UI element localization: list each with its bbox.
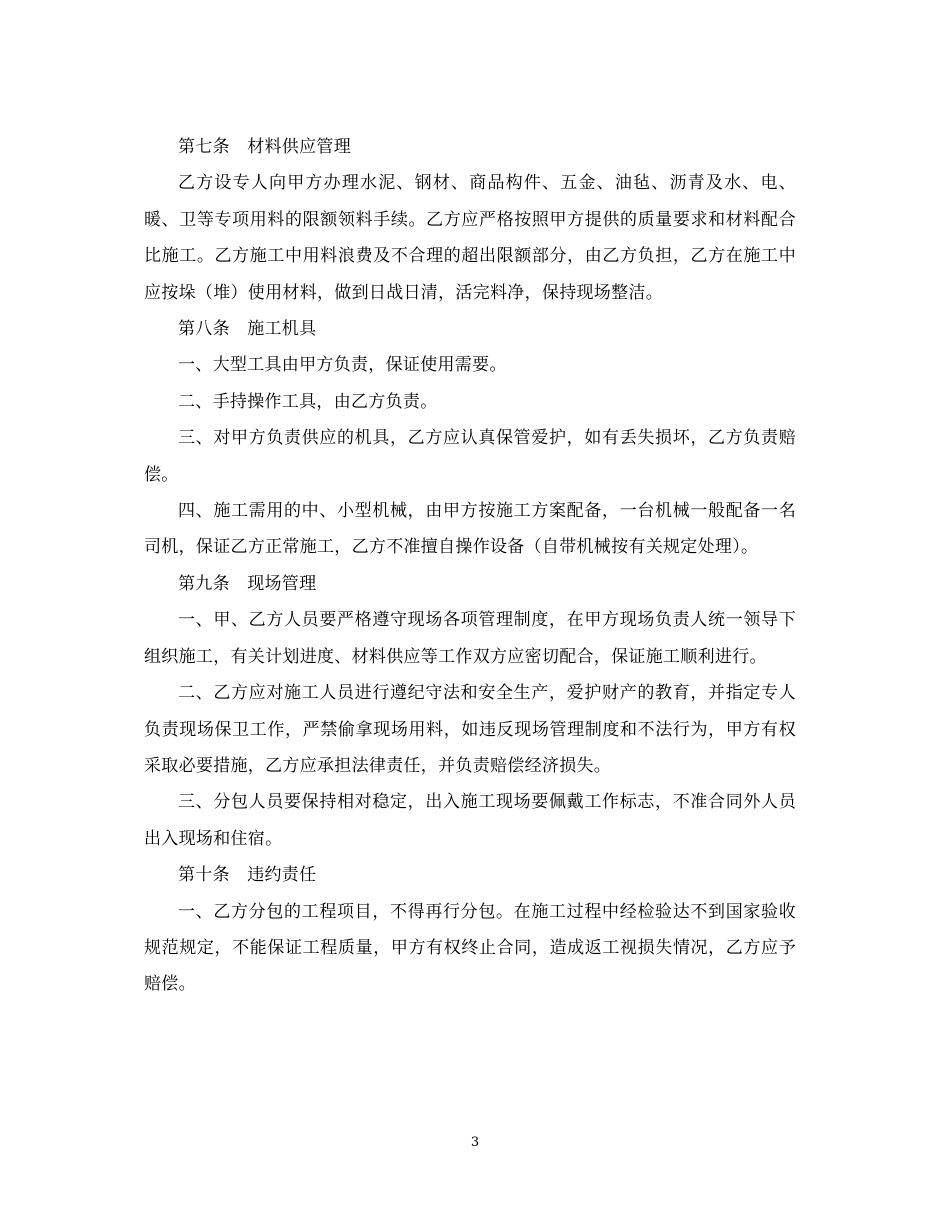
article-10-heading: 第十条 违约责任 xyxy=(178,865,317,886)
article-7-paragraph: 乙方设专人向甲方办理水泥、钢材、商品构件、五金、油毡、沥青及水、电、暖、卫等专项用料的限额领料手续。乙方应严格按照甲方提供的质量要求和材料配合比施工。乙方施工中用料浪费及不合理的超出限额部分，由乙方负担，乙方在施工中应按垛（堆）使用材料，做到日战日清，活完料净，保持现场整洁。 xyxy=(144,173,796,303)
article-8-clause-4: 四、施工需用的中、小型机械，由甲方按施工方案配备，一台机械一般配备一名司机，保证乙方正常施工，乙方不准擅自操作设备（自带机械按有关规定处理）。 xyxy=(144,501,796,558)
article-9-clause-2: 二、乙方应对施工人员进行遵纪守法和安全生产，爱护财产的教育，并指定专人负责现场保卫工作，严禁偷拿现场用料，如违反现场管理制度和不法行为，甲方有权采取必要措施，乙方应承担法律责任，并负责赔偿经济损失。 xyxy=(144,683,796,776)
article-9-clause-1: 一、甲、乙方人员要严格遵守现场各项管理制度，在甲方现场负责人统一领导下组织施工，有关计划进度、材料供应等工作双方应密切配合，保证施工顺利进行。 xyxy=(144,610,796,667)
article-9-clause-3: 三、分包人员要保持相对稳定，出入施工现场要佩戴工作标志，不准合同外人员出入现场和住宿。 xyxy=(144,792,796,849)
article-8-clause-2: 二、手持操作工具，由乙方负责。 xyxy=(178,391,438,412)
article-7-heading: 第七条 材料供应管理 xyxy=(178,137,351,157)
article-9-heading: 第九条 现场管理 xyxy=(178,573,317,594)
article-8-heading: 第八条 施工机具 xyxy=(178,319,317,340)
article-8-clause-1: 一、大型工具由甲方负责，保证使用需要。 xyxy=(178,355,507,376)
page-number: 3 xyxy=(470,1135,480,1150)
article-10-clause-1: 一、乙方分包的工程项目，不得再行分包。在施工过程中经检验达不到国家验收规范规定，不能保证工程质量，甲方有权终止合同，造成返工视损失情况，乙方应予赔偿。 xyxy=(144,901,796,995)
article-8-clause-3: 三、对甲方负责供应的机具，乙方应认真保管爱护，如有丢失损坏，乙方负责赔偿。 xyxy=(144,428,796,485)
document-body xyxy=(144,129,796,1003)
